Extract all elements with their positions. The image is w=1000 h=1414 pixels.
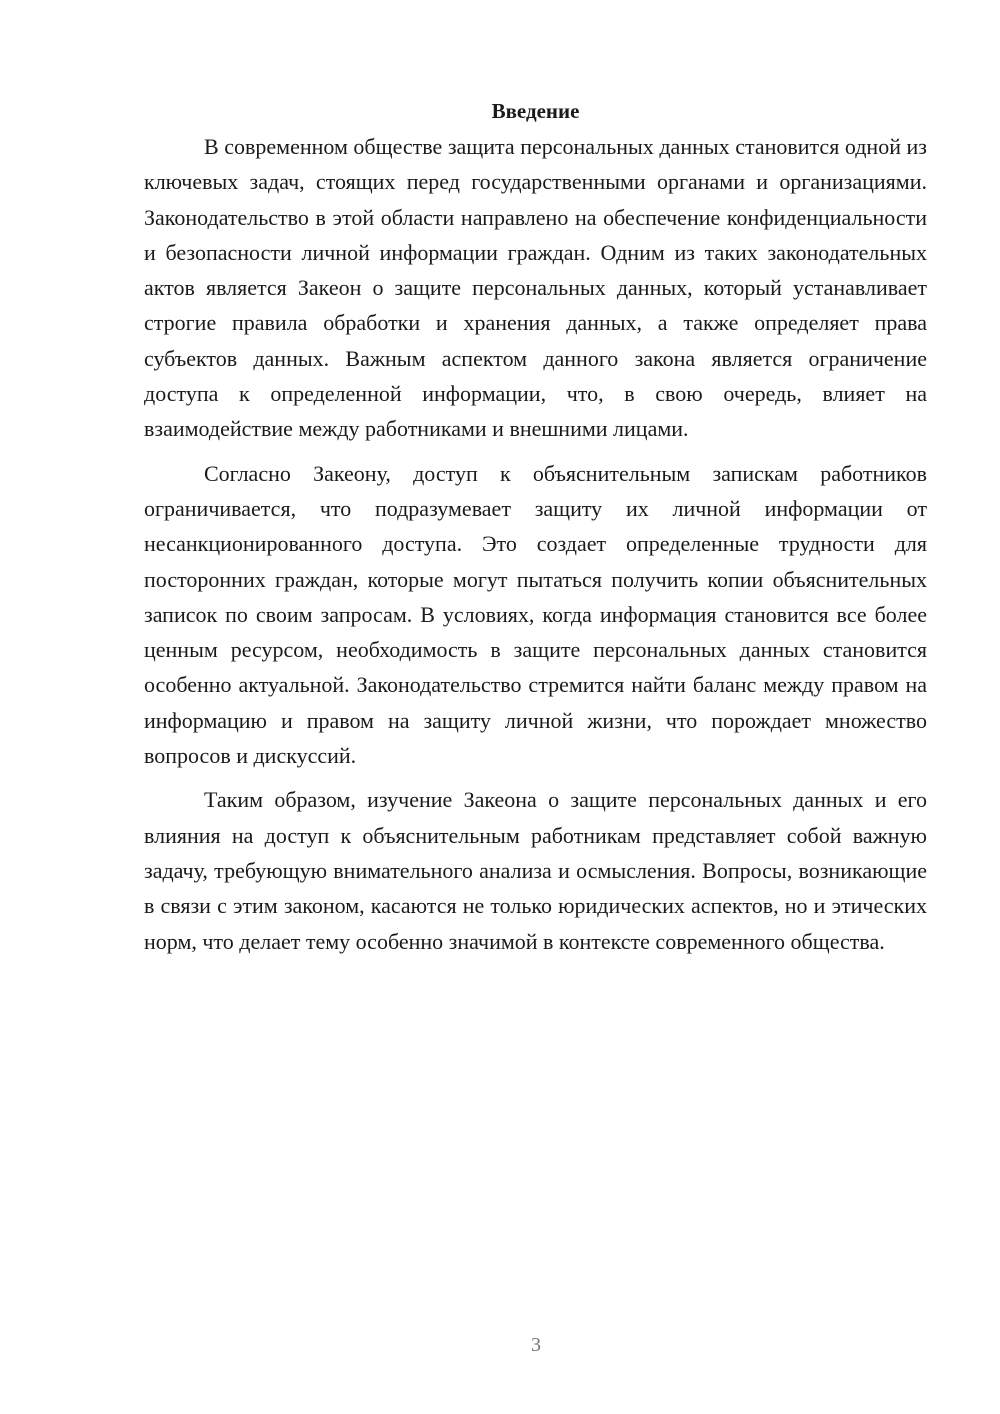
paragraph-1: В современном обществе защита персональных данных становится одной из ключевых задач, стоящих перед государственными органами и организациями. Законодательство в этой области направлено на обеспечение конфиденциальности и безопасности личной информации граждан. Одним из таких законодательных актов является Закеон о защите персональных данных, который устанавливает строгие правила обработки и хранения данных, а также определяет права субъектов данных. Важным аспектом данного закона является ограничение доступа к определенной информации, что, в свою очередь, влияет на взаимодействие между работниками и внешними лицами. (144, 134, 927, 442)
page-number: 3 (531, 1334, 541, 1356)
section-heading: Введение (491, 99, 580, 123)
paragraph-2: Согласно Закеону, доступ к объяснительным запискам работников ограничивается, что подразумевает защиту их личной информации от несанкционированного доступа. Это создает определенные трудности для посторонних граждан, которые могут пытаться получить копии объяснительных записок по своим запросам. В условиях, когда информация становится все более ценным ресурсом, необходимость в защите персональных данных становится особенно актуальной. Законодательство стремится найти баланс между правом на информацию и правом на защиту личной жизни, что порождает множество вопросов и дискуссий. (144, 460, 927, 769)
paragraph-3: Таким образом, изучение Закеона о защите персональных данных и его влияния на доступ к объяснительным работникам представляет собой важную задачу, требующую внимательного анализа и осмысления. Вопросы, возникающие в связи с этим законом, касаются не только юридических аспектов, но и этических норм, что делает тему особенно значимой в контексте современного общества. (144, 787, 927, 954)
document-body (144, 94, 927, 968)
